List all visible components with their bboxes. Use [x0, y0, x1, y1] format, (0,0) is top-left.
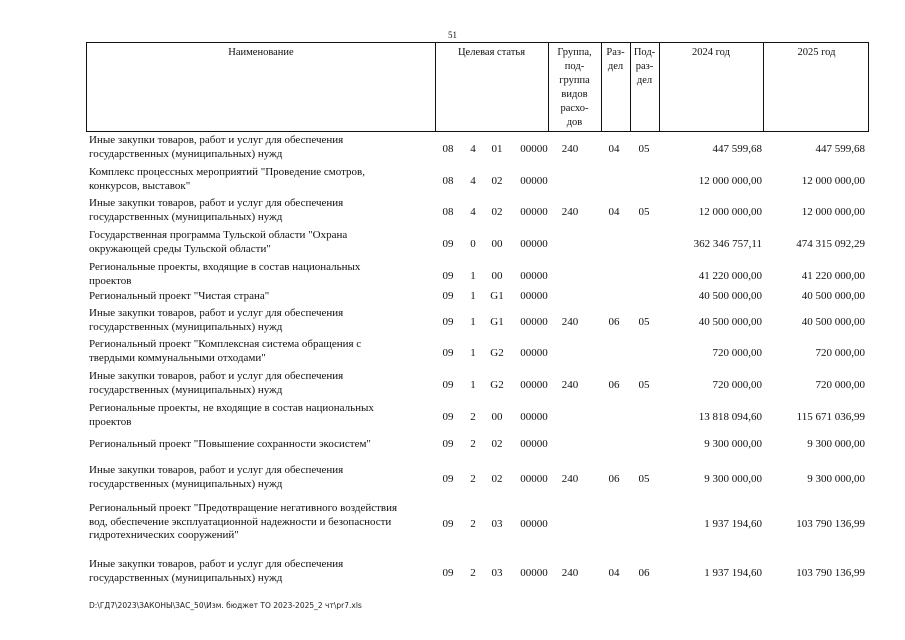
program-code: 09: [442, 290, 454, 302]
subprogram-code: 0: [470, 237, 476, 250]
amount-2025: 720 000,00: [815, 378, 865, 391]
amount-2025: 40 500 000,00: [801, 290, 865, 302]
structural-element-code: G1: [490, 315, 504, 328]
structural-element-code: 02: [491, 205, 503, 218]
direction-code: 00000: [520, 315, 548, 328]
subprogram-code: 1: [470, 315, 476, 328]
row-name: Региональный проект "Предотвращение негативного воздействия вод, обеспечение эксплуатационной надежности и безопасности гидротехнических сооружений": [89, 502, 398, 541]
direction-code: 00000: [520, 290, 548, 302]
subprogram-code: 1: [470, 346, 476, 359]
row-name: Иные закупки товаров, работ и услуг для обеспечения государственных (муниципальных) нужд: [89, 197, 344, 223]
amount-2024: 40 500 000,00: [698, 290, 762, 302]
program-code: 09: [442, 410, 454, 423]
amount-2025: 103 790 136,99: [796, 566, 865, 579]
amount-2024: 1 937 194,60: [704, 517, 762, 530]
amount-2024: 720 000,00: [712, 346, 762, 359]
structural-element-code: 02: [491, 472, 503, 485]
subsection-code: 05: [638, 205, 650, 218]
structural-element-code: 02: [491, 174, 503, 187]
amount-2025: 9 300 000,00: [807, 438, 865, 450]
structural-element-code: 03: [491, 517, 503, 530]
structural-element-code: 00: [491, 237, 503, 250]
program-code: 09: [442, 378, 454, 391]
subprogram-code: 4: [470, 174, 476, 187]
header-year-2025: 2025 год: [797, 47, 836, 58]
amount-2024: 9 300 000,00: [704, 472, 762, 485]
structural-element-code: G1: [490, 290, 504, 302]
direction-code: 00000: [520, 174, 548, 187]
amount-2025: 9 300 000,00: [807, 472, 865, 485]
subprogram-code: 2: [470, 472, 476, 485]
direction-code: 00000: [520, 472, 548, 485]
row-name: Региональный проект "Чистая страна": [89, 290, 270, 302]
row-name: Региональные проекты, не входящие в состав национальных проектов: [89, 402, 374, 428]
subprogram-code: 2: [470, 517, 476, 530]
program-code: 09: [442, 346, 454, 359]
subprogram-code: 2: [470, 410, 476, 423]
direction-code: 00000: [520, 346, 548, 359]
amount-2025: 41 220 000,00: [801, 269, 865, 282]
direction-code: 00000: [520, 269, 548, 282]
section-code: 04: [608, 205, 620, 218]
subsection-code: 05: [638, 378, 650, 391]
expense-type-code: 240: [561, 472, 579, 485]
structural-element-code: G2: [490, 378, 504, 391]
direction-code: 00000: [520, 142, 548, 155]
row-name: Иные закупки товаров, работ и услуг для обеспечения государственных (муниципальных) нужд: [89, 370, 344, 396]
amount-2024: 41 220 000,00: [698, 269, 762, 282]
section-code: 04: [608, 142, 620, 155]
header-target-article: Целевая статья: [457, 47, 526, 58]
structural-element-code: 03: [491, 566, 503, 579]
row-name: Комплекс процессных мероприятий "Проведение смотров, конкурсов, выставок": [89, 166, 365, 192]
expense-type-code: 240: [561, 205, 579, 218]
amount-2025: 474 315 092,29: [796, 237, 865, 250]
amount-2025: 12 000 000,00: [801, 174, 865, 187]
subsection-code: 05: [638, 315, 650, 328]
program-code: 09: [442, 517, 454, 530]
program-code: 09: [442, 438, 454, 450]
program-code: 09: [442, 237, 454, 250]
amount-2024: 720 000,00: [712, 378, 762, 391]
program-code: 09: [442, 472, 454, 485]
structural-element-code: 00: [491, 269, 503, 282]
subprogram-code: 4: [470, 205, 476, 218]
row-name: Региональные проекты, входящие в состав национальных проектов: [89, 261, 361, 287]
subprogram-code: 2: [470, 566, 476, 579]
structural-element-code: G2: [490, 346, 504, 359]
subsection-code: 06: [638, 566, 650, 579]
section-code: 06: [608, 378, 620, 391]
program-code: 08: [442, 205, 454, 218]
amount-2024: 13 818 094,60: [698, 410, 762, 423]
program-code: 08: [442, 142, 454, 155]
amount-2025: 447 599,68: [815, 142, 865, 155]
file-path-footer: D:\ГД7\2023\ЗАКОНЫ\ЗАС_50\Изм. бюджет ТО 2023-2025_2 чт\pr7.xls: [89, 601, 362, 610]
structural-element-code: 00: [491, 410, 503, 423]
row-name: Иные закупки товаров, работ и услуг для обеспечения государственных (муниципальных) нужд: [89, 307, 344, 333]
direction-code: 00000: [520, 566, 548, 579]
subprogram-code: 1: [470, 269, 476, 282]
row-name: Иные закупки товаров, работ и услуг для обеспечения государственных (муниципальных) нужд: [89, 464, 344, 490]
amount-2024: 447 599,68: [712, 142, 762, 155]
expense-type-code: 240: [561, 142, 579, 155]
amount-2024: 40 500 000,00: [698, 315, 762, 328]
header-section: Раз- дел: [606, 47, 625, 72]
section-code: 06: [608, 472, 620, 485]
amount-2025: 12 000 000,00: [801, 205, 865, 218]
program-code: 09: [442, 315, 454, 328]
row-name: Иные закупки товаров, работ и услуг для обеспечения государственных (муниципальных) нужд: [89, 558, 344, 584]
direction-code: 00000: [520, 378, 548, 391]
direction-code: 00000: [520, 438, 548, 450]
amount-2024: 362 346 757,11: [693, 237, 762, 250]
page-number: 51: [448, 30, 457, 40]
amount-2024: 9 300 000,00: [704, 438, 762, 450]
direction-code: 00000: [520, 410, 548, 423]
header-name: Наименование: [228, 47, 294, 58]
direction-code: 00000: [520, 237, 548, 250]
subprogram-code: 2: [470, 438, 476, 450]
amount-2025: 103 790 136,99: [796, 517, 865, 530]
expense-type-code: 240: [561, 315, 579, 328]
subsection-code: 05: [638, 142, 650, 155]
section-code: 06: [608, 315, 620, 328]
expense-type-code: 240: [561, 566, 579, 579]
amount-2025: 40 500 000,00: [801, 315, 865, 328]
row-name: Иные закупки товаров, работ и услуг для обеспечения государственных (муниципальных) нужд: [89, 134, 344, 160]
amount-2024: 12 000 000,00: [698, 205, 762, 218]
subprogram-code: 1: [470, 378, 476, 391]
structural-element-code: 01: [491, 142, 503, 155]
program-code: 09: [442, 566, 454, 579]
row-name: Региональный проект "Повышение сохранности экосистем": [89, 438, 371, 450]
row-name: Региональный проект "Комплексная система обращения с твердыми коммунальными отходами": [89, 338, 362, 364]
row-name: Государственная программа Тульской области "Охрана окружающей среды Тульской области": [89, 229, 348, 255]
amount-2025: 720 000,00: [815, 346, 865, 359]
expense-type-code: 240: [561, 378, 579, 391]
program-code: 08: [442, 174, 454, 187]
amount-2025: 115 671 036,99: [796, 410, 865, 423]
subprogram-code: 4: [470, 142, 476, 155]
structural-element-code: 02: [491, 438, 503, 450]
program-code: 09: [442, 269, 454, 282]
header-year-2024: 2024 год: [692, 47, 730, 58]
header-subsection: Под- раз- дел: [633, 47, 656, 86]
subsection-code: 05: [638, 472, 650, 485]
direction-code: 00000: [520, 205, 548, 218]
subprogram-code: 1: [470, 290, 476, 302]
direction-code: 00000: [520, 517, 548, 530]
header-expense-group: Группа, под- группа видов расхо- дов: [557, 47, 592, 128]
amount-2024: 12 000 000,00: [698, 174, 762, 187]
section-code: 04: [608, 566, 620, 579]
amount-2024: 1 937 194,60: [704, 566, 762, 579]
